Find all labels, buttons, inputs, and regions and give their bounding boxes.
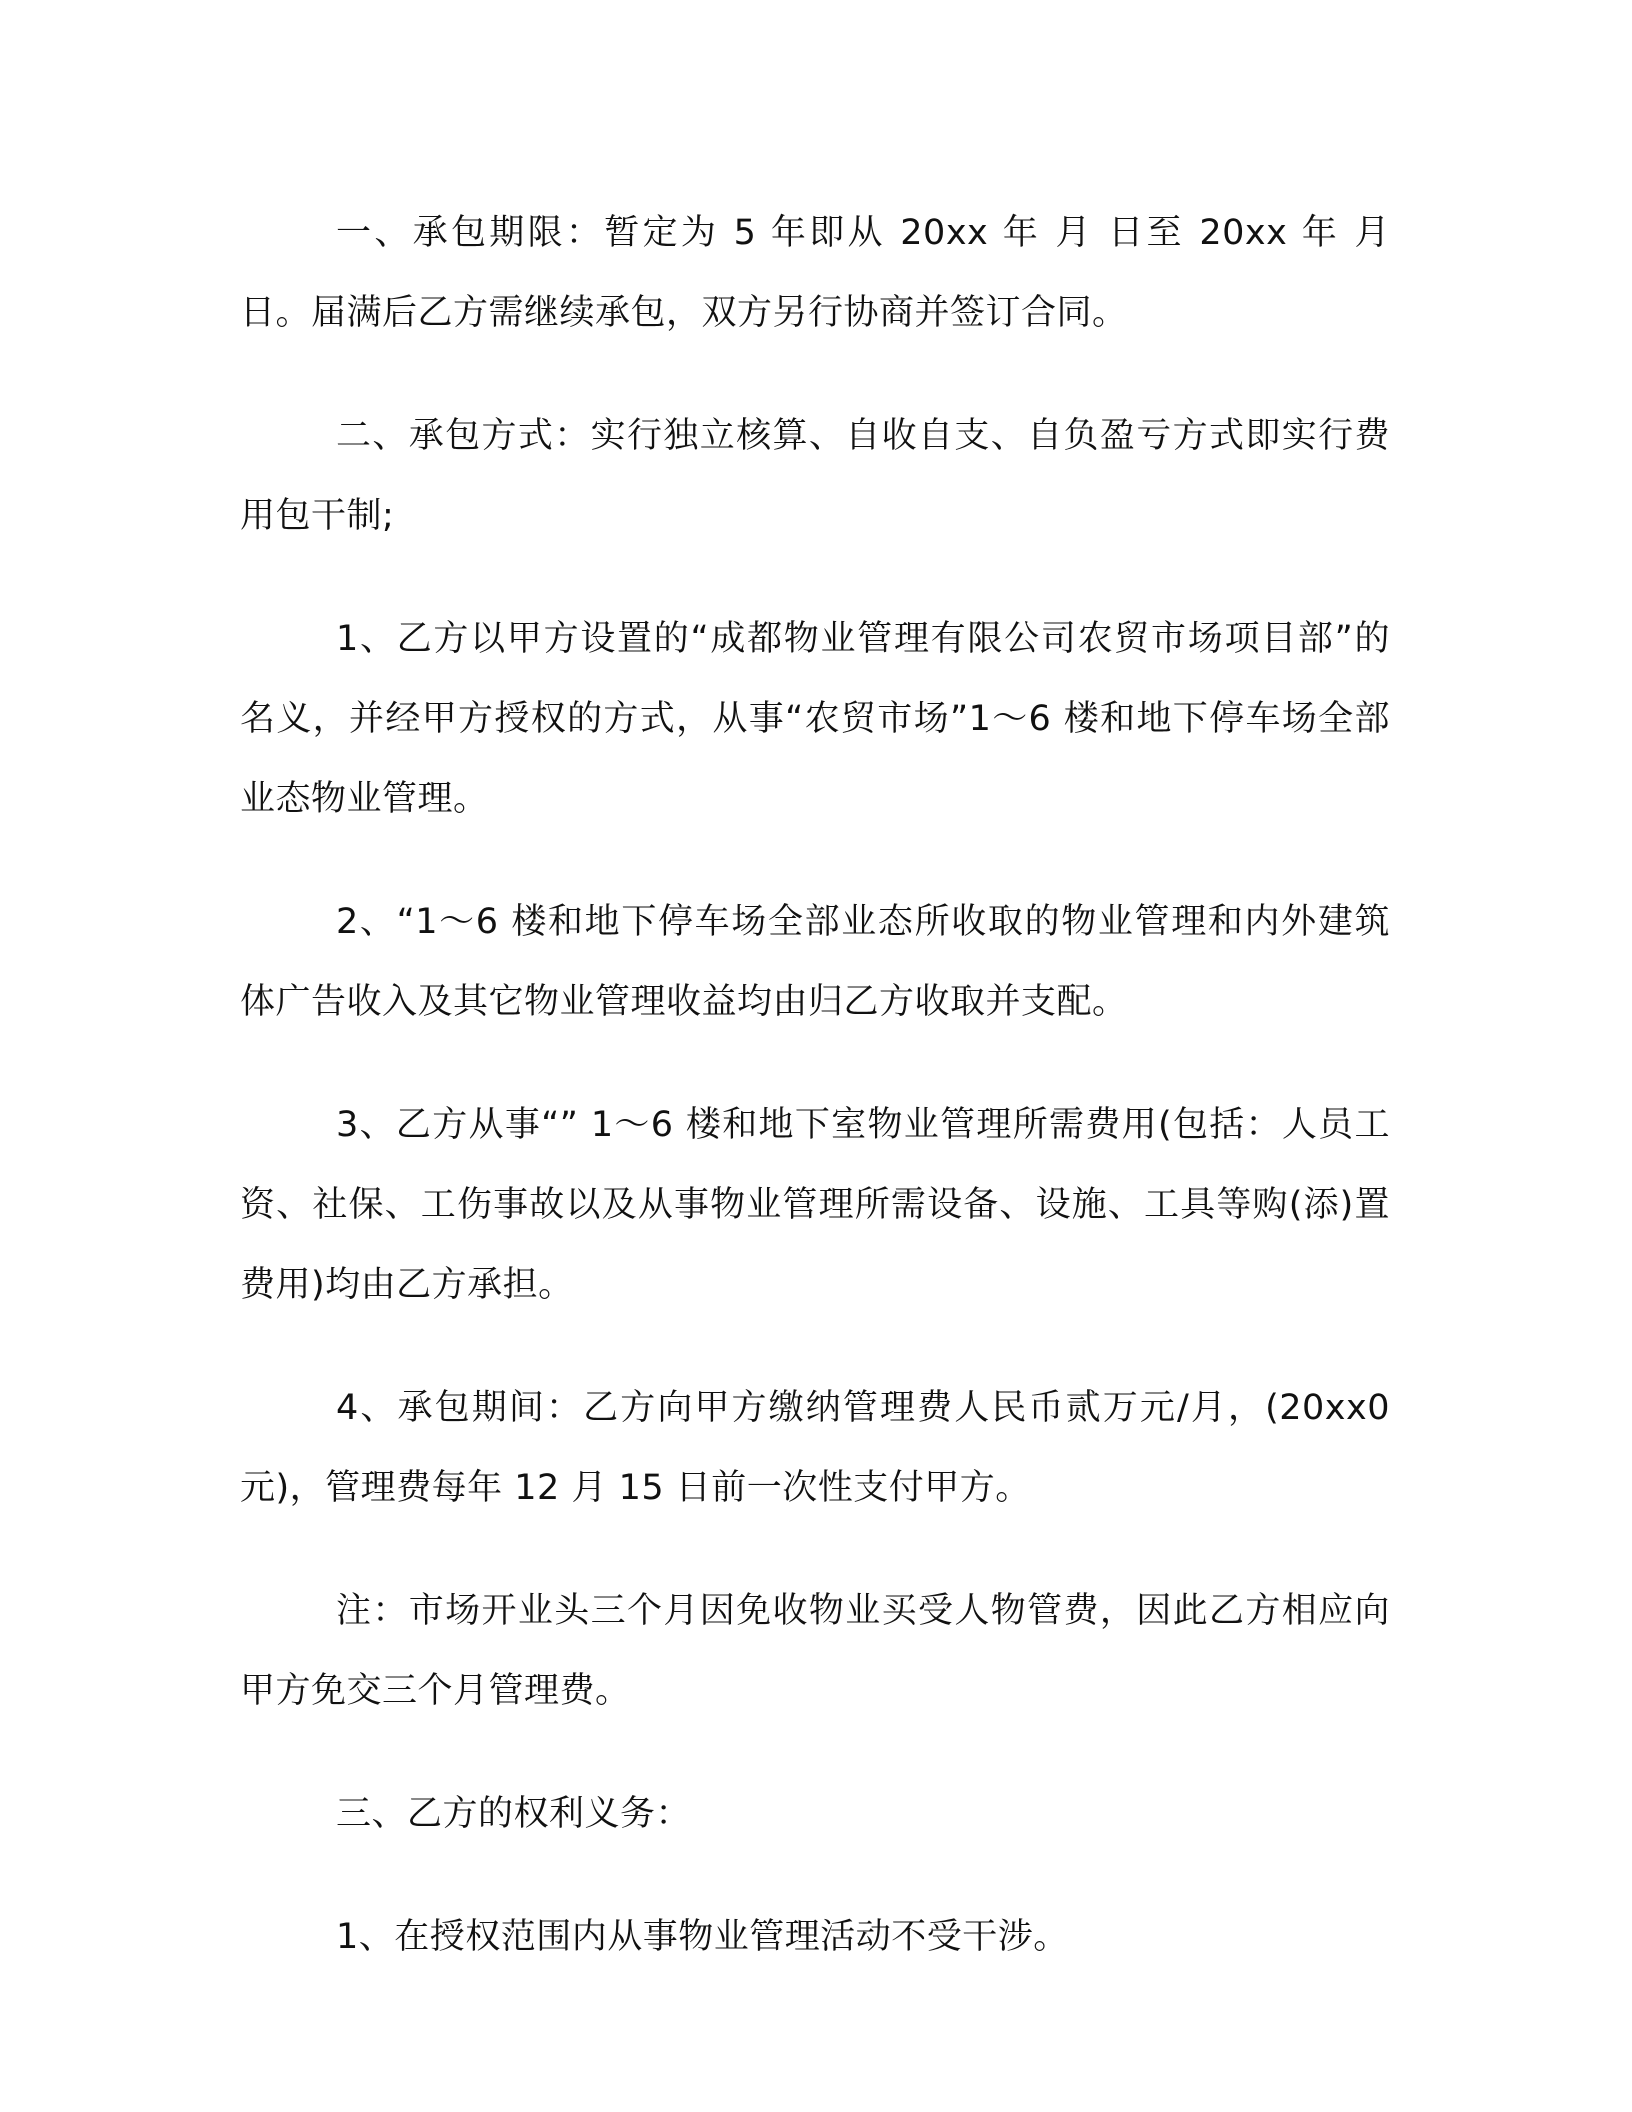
clause-method-item-4: 4、承包期间：乙方向甲方缴纳管理费人民币贰万元/月，(20xx0 元)，管理费每年 12 月 15 日前一次性支付甲方。 bbox=[240, 1388, 1390, 1508]
clause-method: 二、承包方式：实行独立核算、自收自支、自负盈亏方式即实行费用包干制; bbox=[240, 416, 1390, 536]
clause-term: 一、承包期限：暂定为 5 年即从 20xx 年 月 日至 20xx 年 月 日。届满后乙方需继续承包，双方另行协商并签订合同。 bbox=[240, 213, 1390, 333]
clause-rights-heading: 三、乙方的权利义务： bbox=[336, 1794, 692, 1834]
clause-rights-item-1: 1、在授权范围内从事物业管理活动不受干涉。 bbox=[336, 1917, 1069, 1957]
clause-note: 注：市场开业头三个月因免收物业买受人物管费，因此乙方相应向甲方免交三个月管理费。 bbox=[240, 1591, 1390, 1711]
clause-method-item-1: 1、乙方以甲方设置的“成都物业管理有限公司农贸市场项目部”的名义，并经甲方授权的方式，从事“农贸市场”1～6 楼和地下停车场全部业态物业管理。 bbox=[240, 619, 1390, 819]
clause-method-item-3: 3、乙方从事“” 1～6 楼和地下室物业管理所需费用(包括：人员工资、社保、工伤事故以及从事物业管理所需设备、设施、工具等购(添)置费用)均由乙方承担。 bbox=[240, 1105, 1390, 1305]
clause-method-item-2: 2、“1～6 楼和地下停车场全部业态所收取的物业管理和内外建筑体广告收入及其它物业管理收益均由归乙方收取并支配。 bbox=[240, 902, 1390, 1022]
document-body bbox=[240, 193, 1390, 2020]
